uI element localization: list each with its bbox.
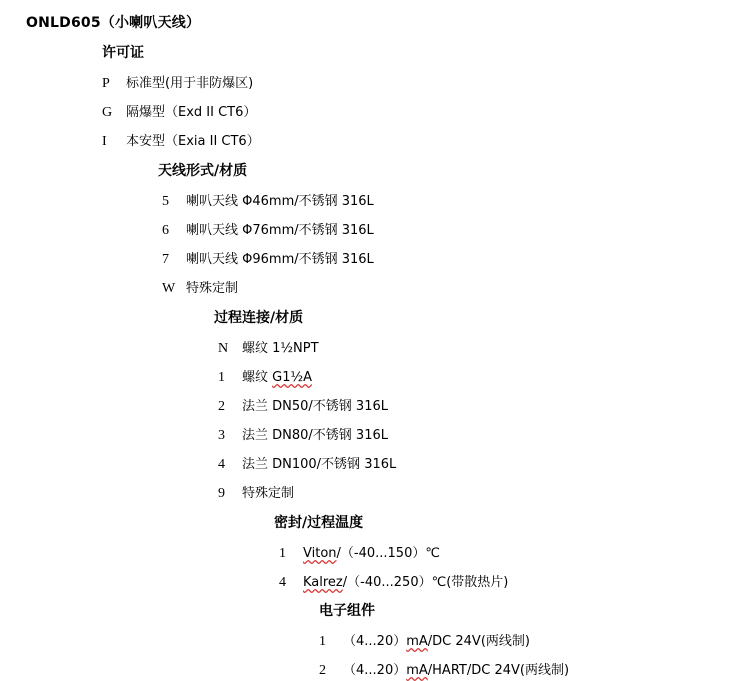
option-code: 4 bbox=[279, 575, 286, 590]
license-heading: 许可证 bbox=[102, 45, 144, 61]
option-text: 1½NPT bbox=[272, 341, 319, 356]
option-text: 法兰 DN100/不锈钢 316L bbox=[242, 457, 397, 472]
option-text: 法兰 DN50/不锈钢 316L bbox=[242, 399, 388, 414]
option-code: 2 bbox=[319, 663, 326, 678]
spellcheck-word: Kalrez bbox=[303, 575, 343, 590]
option-code: W bbox=[162, 281, 176, 296]
license-option bbox=[102, 72, 253, 92]
option-code: 3 bbox=[218, 428, 225, 443]
connection-option bbox=[218, 337, 319, 357]
option-code: 1 bbox=[279, 546, 286, 561]
option-text: 本安型（Exia II CT6） bbox=[126, 134, 260, 149]
option-text: 特殊定制 bbox=[242, 486, 295, 501]
antenna-option bbox=[162, 248, 374, 268]
connection-heading: 过程连接/材质 bbox=[214, 310, 304, 326]
option-code: 4 bbox=[218, 457, 225, 472]
antenna-option bbox=[162, 277, 238, 297]
option-code: 9 bbox=[218, 486, 225, 501]
option-code: 2 bbox=[218, 399, 225, 414]
option-code: 1 bbox=[319, 634, 326, 649]
option-code: P bbox=[102, 76, 110, 91]
option-text: 法兰 DN80/不锈钢 316L bbox=[242, 428, 388, 443]
connection-option bbox=[218, 395, 388, 415]
option-text: 喇叭天线 Φ76mm/不锈钢 316L bbox=[186, 223, 374, 238]
option-prefix: 螺纹 bbox=[242, 370, 273, 385]
seal-option bbox=[279, 542, 440, 562]
antenna-option bbox=[162, 219, 374, 239]
option-text: 标准型(用于非防爆区) bbox=[126, 76, 254, 91]
option-prefix: （4...20） bbox=[343, 634, 407, 649]
spellcheck-word: G1½A bbox=[272, 370, 312, 385]
option-code: 6 bbox=[162, 223, 169, 238]
seal-option bbox=[279, 571, 508, 591]
connection-option bbox=[218, 424, 388, 444]
license-option bbox=[102, 101, 256, 121]
connection-option bbox=[218, 482, 294, 502]
option-code: 1 bbox=[218, 370, 225, 385]
spellcheck-word: Viton bbox=[303, 546, 337, 561]
option-code: I bbox=[102, 134, 107, 149]
option-text: /（-40...150）℃ bbox=[336, 546, 440, 561]
electronics-option bbox=[319, 659, 569, 679]
option-prefix: 螺纹 bbox=[242, 341, 273, 356]
antenna-heading: 天线形式/材质 bbox=[158, 163, 248, 179]
connection-option bbox=[218, 453, 396, 473]
antenna-option bbox=[162, 190, 374, 210]
option-code: N bbox=[218, 341, 229, 356]
spellcheck-word: mA bbox=[406, 663, 428, 678]
option-text: 特殊定制 bbox=[186, 281, 239, 296]
electronics-option bbox=[319, 630, 530, 650]
electronics-heading: 电子组件 bbox=[319, 603, 375, 619]
option-text: /HART/DC 24V(两线制) bbox=[427, 663, 570, 678]
option-code: 5 bbox=[162, 194, 169, 209]
spellcheck-word: mA bbox=[406, 634, 428, 649]
option-text: /（-40...250）℃(带散热片) bbox=[342, 575, 509, 590]
license-option bbox=[102, 130, 260, 150]
option-text: /DC 24V(两线制) bbox=[427, 634, 530, 649]
seal-heading: 密封/过程温度 bbox=[274, 515, 364, 531]
option-text: 隔爆型（Exd II CT6） bbox=[126, 105, 257, 120]
option-text: 喇叭天线 Φ46mm/不锈钢 316L bbox=[186, 194, 374, 209]
document-title: ONLD605（小喇叭天线） bbox=[26, 15, 201, 31]
option-text: 喇叭天线 Φ96mm/不锈钢 316L bbox=[186, 252, 374, 267]
option-code: G bbox=[102, 105, 113, 120]
option-prefix: （4...20） bbox=[343, 663, 407, 678]
connection-option bbox=[218, 366, 312, 386]
option-code: 7 bbox=[162, 252, 169, 267]
